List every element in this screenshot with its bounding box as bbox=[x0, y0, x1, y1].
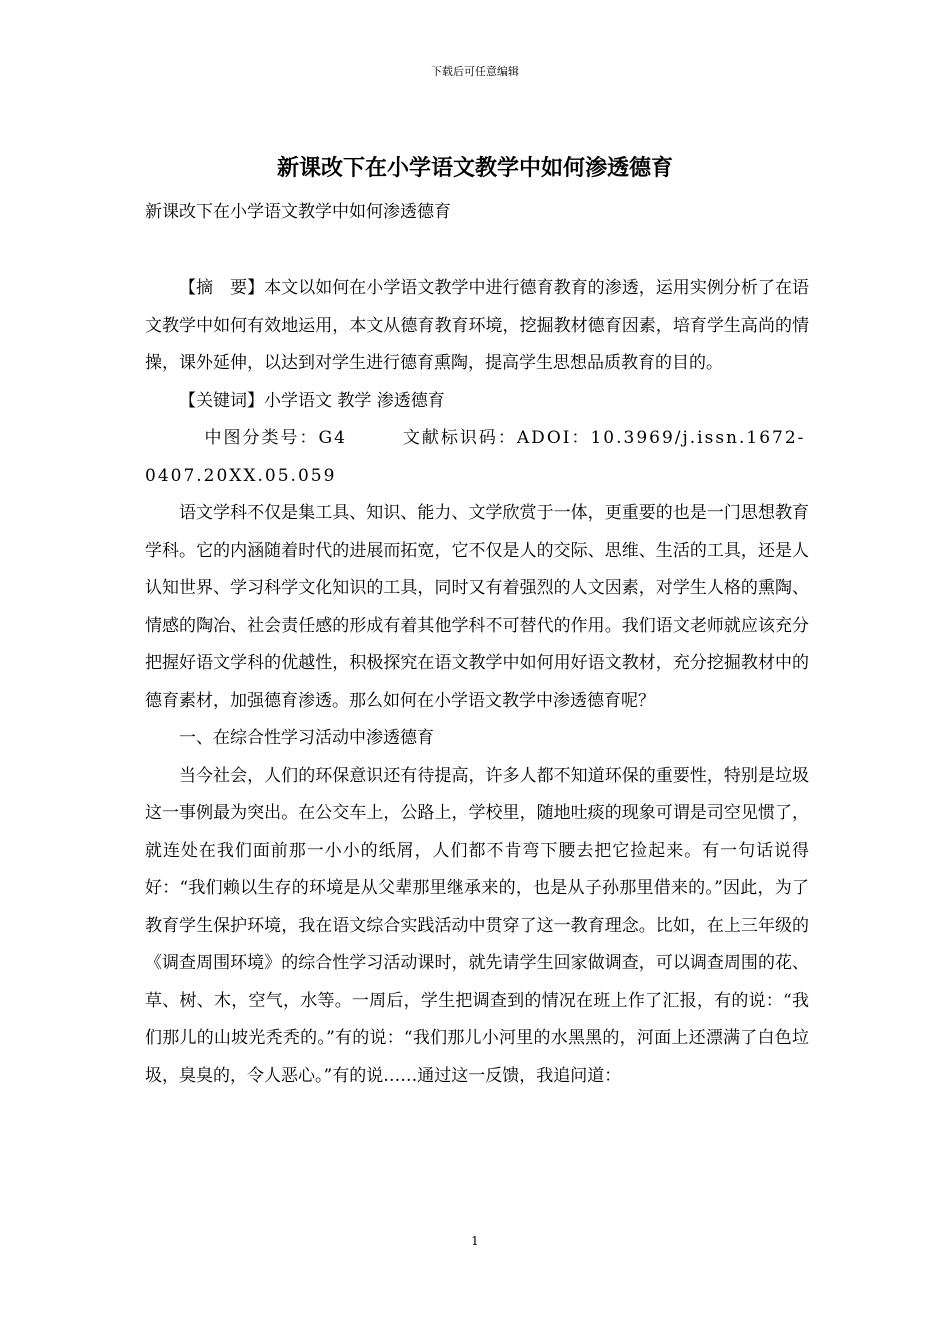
document-body bbox=[145, 270, 809, 1095]
section-paragraph: 当今社会，人们的环保意识还有待提高，许多人都不知道环保的重要性，特别是垃圾这一事例最为突出。在公交车上，公路上，学校里，随地吐痰的现象可谓是司空见惯了，就连处在我们面前那一小小的纸屑，人们都不肯弯下腰去把它捡起来。有一句话说得好：“我们赖以生存的环境是从父辈那里继承来的，也是从子孙那里借来的。”因此，为了教育学生保护环境，我在语文综合实践活动中贯穿了这一教育理念。比如，在上三年级的《调查周围环境》的综合性学习活动课时，就先请学生回家做调查，可以调查周围的花、草、树、木，空气，水等。一周后，学生把调查到的情况在班上作了汇报，有的说：“我们那儿的山坡光秃秃的。”有的说：“我们那儿小河里的水黑黑的，河面上还漂满了白色垃圾，臭臭的，令人恶心。”有的说……通过这一反馈，我追问道： bbox=[145, 765, 809, 1086]
page-header-note: 下载后可任意编辑 bbox=[431, 65, 519, 78]
document-title: 新课改下在小学语文教学中如何渗透德育 bbox=[276, 155, 673, 181]
section-heading: 一、在综合性学习活动中渗透德育 bbox=[179, 728, 434, 748]
classification-number: 中图分类号：G4 bbox=[204, 428, 347, 448]
page-number: 1 bbox=[471, 1234, 479, 1248]
intro-paragraph: 语文学科不仅是集工具、知识、能力、文学欣赏于一体，更重要的也是一门思想教育学科。它的内涵随着时代的进展而拓宽，它不仅是人的交际、思维、生活的工具，还是人认知世界、学习科学文化知识的工具，同时又有着强烈的人文因素，对学生人格的熏陶、情感的陶冶、社会责任感的形成有着其他学科不可替代的作用。我们语文老师就应该充分把握好语文学科的优越性，积极探究在语文教学中如何用好语文教材，充分挖掘教材中的德育素材，加强德育渗透。那么如何在小学语文教学中渗透德育呢？ bbox=[145, 503, 809, 711]
document-identifier: 文献标识码：ADOI：10.3969/j.issn.1672-0407.20XX.05.059 bbox=[145, 428, 806, 486]
classification-line bbox=[145, 420, 809, 495]
document-subtitle: 新课改下在小学语文教学中如何渗透德育 bbox=[145, 202, 451, 222]
abstract-paragraph: 【摘 要】本文以如何在小学语文教学中进行德育教育的渗透，运用实例分析了在语文教学中如何有效地运用，本文从德育教育环境，挖掘教材德育因素，培育学生高尚的情操，课外延伸，以达到对学生进行德育熏陶，提高学生思想品质教育的目的。 bbox=[145, 278, 809, 373]
keywords-line: 【关键词】小学语文 教学 渗透德育 bbox=[179, 390, 445, 411]
